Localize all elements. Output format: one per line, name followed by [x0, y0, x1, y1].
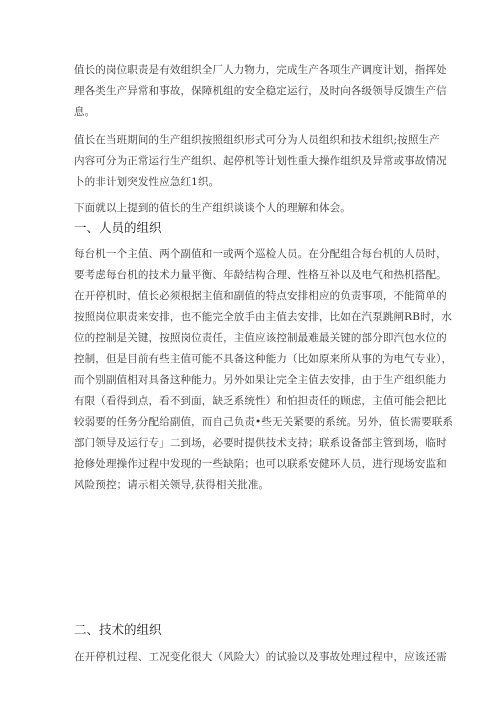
section-heading-personnel: 一、人员的组织 [74, 220, 162, 235]
text-line: 在开停机时，值长必须根据主值和副值的特点安排相应的负责事项，不能简单的 [74, 290, 447, 302]
text-line: 而个别副值相对具备这种能力。另外如果让完全主值去安排，由于生产组织能力 [74, 374, 447, 386]
text-line: 有限（看得到点，看不到面，缺乏系统性）和怕担责任的顾虑，主值可能会把比 [74, 395, 447, 407]
paragraph-organization-types [74, 130, 447, 193]
paragraph-personnel [74, 244, 454, 496]
text-line: 内容可分为正常运行生产组织、起停机等计划性重大操作组织及异常或事故情况 [74, 155, 447, 167]
text-line: 要考虑每台机的技术力量平衡、年龄结构合理、性格互补以及电气和热机搭配。 [74, 269, 447, 281]
section-heading-technical: 二、技术的组织 [74, 622, 162, 637]
text-line: 息。 [74, 106, 96, 118]
text-line: 部门领导及运行专」二到场，必要时提供技术支持；联系设备部主管到场，临时 [74, 437, 447, 449]
text-line: 卜的非计划突发性应急红1织。 [74, 176, 220, 188]
text-line: 值长的岗位职责是有效组织全厂人力物力，完成生产各项生产调度计划，指挥处 [74, 64, 447, 76]
text-line: 下面就以上提到的值长的生产组织谈谈个人的理解和体会。 [74, 202, 351, 214]
paragraph-technical [74, 647, 447, 668]
text-line: 控制，但是目前有些主值可能不具备这种能力（比如原来所从事的为电气专业）， [74, 353, 453, 365]
paragraph-intro [74, 198, 436, 219]
text-line: 按照岗位职责来安排，也不能完全放手由主值去安排，比如在汽泵跳闸RB时，水 [74, 311, 453, 323]
text-line: 风险预控；请示相关领导,获得相关批准。 [74, 479, 270, 491]
text-line: 较弱要的任务分配给副值，而自己负责•些无关紧要的系统。另外，值长需要联系 [74, 416, 454, 428]
text-line: 值长在当班期间的生产组织按照组织形式可分为人员组织和技术组织;按照生产 [74, 134, 440, 146]
text-line: 理各类生产异常和事故，保障机组的安全稳定运行，及时向各级领导反馈生产信 [74, 85, 447, 97]
paragraph-duties [74, 60, 447, 123]
text-line: 位的控制是关键，按照岗位责任，主值应该控制最难最关键的部分即汽包水位的 [74, 332, 447, 344]
text-line: 在开停机过程、工况变化很大（风险大）的试验以及事故处理过程中，应该还需 [74, 651, 447, 663]
text-line: 每台机一个主值、两个副值和一或两个巡检人员。在分配组合每台机的人员时， [74, 248, 447, 260]
text-line: 抢修处理操作过程中发现的一些缺陷；也可以联系安健环人员，进行现场安监和 [74, 458, 447, 470]
